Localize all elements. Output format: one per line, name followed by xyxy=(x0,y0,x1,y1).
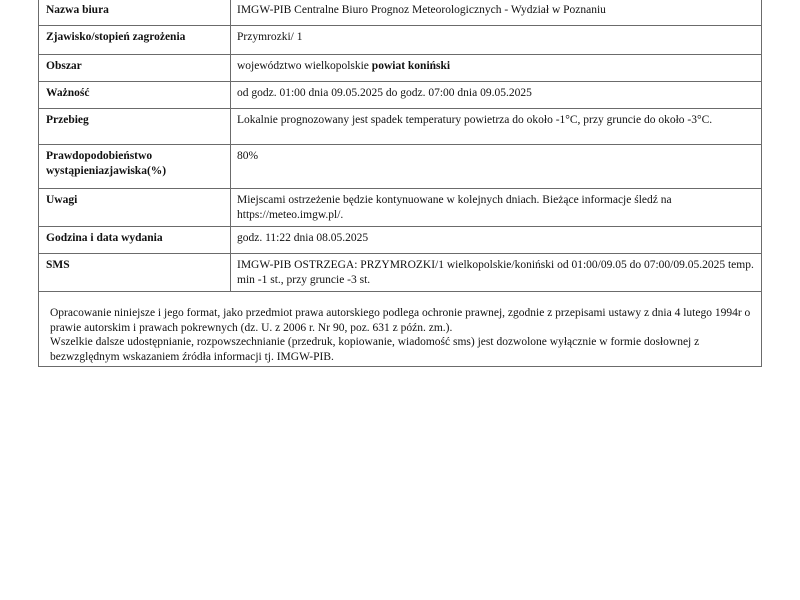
warning-table xyxy=(38,0,762,367)
row-value: Lokalnie prognozowany jest spadek temperatury powietrza do około -1°C, przy gruncie do około -3°C. xyxy=(231,109,762,145)
row-label: Przebieg xyxy=(39,109,231,145)
table-row-probability xyxy=(39,145,762,189)
table-row-area xyxy=(39,55,762,82)
table-row-validity xyxy=(39,82,762,109)
row-value: 80% xyxy=(231,145,762,189)
copyright-paragraph-2: Wszelkie dalsze udostępnianie, rozpowszechnianie (przedruk, kopiowanie, wiadomość sms) jest dozwolone wyłącznie w formie dosłownej z bezwzględnym wskazaniem źródła informacji tj. IMGW-PIB. xyxy=(50,336,700,363)
area-county: powiat koniński xyxy=(371,60,451,72)
table-row-copyright xyxy=(39,292,762,367)
row-value: od godz. 01:00 dnia 09.05.2025 do godz. 07:00 dnia 09.05.2025 xyxy=(231,82,762,109)
table-row-office xyxy=(39,0,762,26)
table-row-issued xyxy=(39,227,762,254)
row-value: Przymrozki/ 1 xyxy=(231,26,762,55)
row-label: Zjawisko/stopień zagrożenia xyxy=(39,26,231,55)
row-label: Ważność xyxy=(39,82,231,109)
copyright-notice xyxy=(39,292,762,367)
row-value xyxy=(231,55,762,82)
copyright-paragraph-1: Opracowanie niniejsze i jego format, jako przedmiot prawa autorskiego podlega ochronie prawnej, zgodnie z przepisami ustawy z dnia 4 lutego 1994r o prawie autorskim i prawach pokrewnych (dz. U. z 2006 r. Nr 90, poz. 631 z późn. zm.). xyxy=(50,307,751,334)
row-value: IMGW-PIB OSTRZEGA: PRZYMROZKI/1 wielkopolskie/koniński od 01:00/09.05 do 07:00/09.05.2025 temp. min -1 st., przy gruncie -3 st. xyxy=(231,254,762,292)
row-label: SMS xyxy=(39,254,231,292)
table-row-remarks xyxy=(39,189,762,227)
table-row-sms xyxy=(39,254,762,292)
row-value: Miejscami ostrzeżenie będzie kontynuowane w kolejnych dniach. Bieżące informacje śledź na https://meteo.imgw.pl/. xyxy=(231,189,762,227)
row-label: Nazwa biura xyxy=(39,0,231,26)
table-row-phenomenon xyxy=(39,26,762,55)
row-label: Uwagi xyxy=(39,189,231,227)
row-label: Prawdopodobieństwo wystąpieniazjawiska(%) xyxy=(39,145,231,189)
area-region: województwo wielkopolskie xyxy=(237,60,372,72)
row-label: Obszar xyxy=(39,55,231,82)
table-row-course xyxy=(39,109,762,145)
row-label: Godzina i data wydania xyxy=(39,227,231,254)
row-value: IMGW-PIB Centralne Biuro Prognoz Meteorologicznych - Wydział w Poznaniu xyxy=(231,0,762,26)
row-value: godz. 11:22 dnia 08.05.2025 xyxy=(231,227,762,254)
